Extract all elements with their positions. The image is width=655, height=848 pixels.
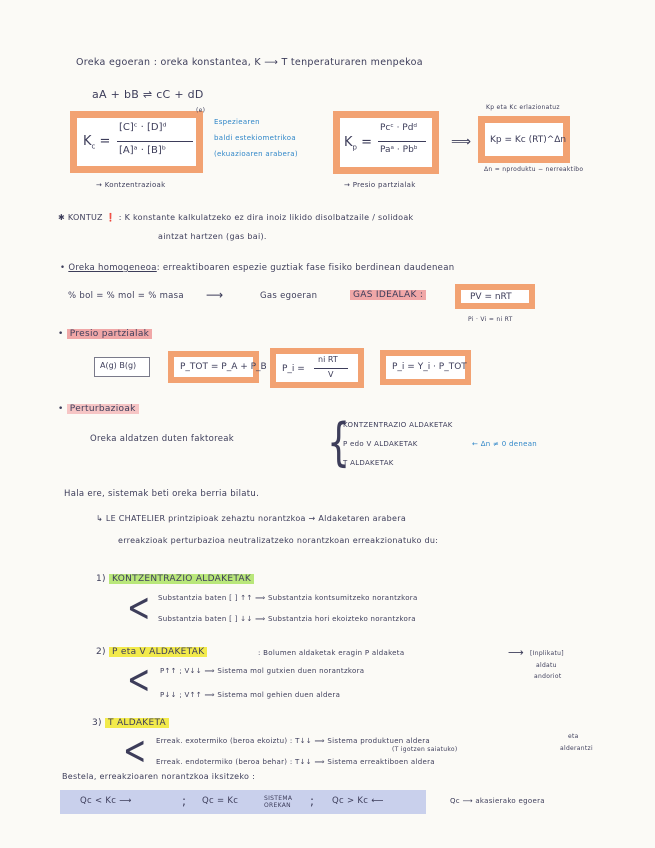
- s2-line-1: P↑↑ ; V↓↓ ⟹ Sistema mol gutxien duen norantzkora: [160, 667, 365, 675]
- s2-line-2: P↓↓ ; V↑↑ ⟹ Sistema mol gehien duen aldera: [160, 691, 341, 699]
- kp-numerator: Pcᶜ · Pdᵈ: [380, 123, 418, 133]
- s2-note-2: aldatu: [536, 662, 557, 669]
- gas-idealak: GAS IDEALAK :: [350, 290, 426, 300]
- homogeneoa-line: • Oreka homogeneoa: erreaktiboaren espezie guztiak fase fisiko berdinean daudenean: [60, 263, 455, 273]
- s2-note: [Inplikatu]: [530, 650, 564, 657]
- kc-label: → Kontzentrazioak: [96, 181, 166, 189]
- s3-side-2: alderantzi: [560, 745, 593, 752]
- section-3-heading: 3) T ALDAKETA: [92, 718, 169, 728]
- s3-line-2: Erreak. endotermiko (beroa behar) : T↓↓ ⟹ Sistema erreaktiboen aldera: [156, 758, 435, 766]
- section-2-heading: 2) P eta V ALDAKETAK: [96, 647, 207, 657]
- kp-formula-box: $K_p$ = Pcᶜ · Pdᵈ Paᵃ · Pbᵇ: [333, 111, 439, 174]
- sistema-orekan: SISTEMA OREKAN: [264, 795, 293, 809]
- kc-note-1: Espeziearen: [214, 118, 260, 126]
- le-chatelier-1: ↳ LE CHATELIER printzipioak zehaztu norantzkoa → Aldaketaren arabera: [96, 514, 407, 523]
- factor-1: KONTZENTRAZIO ALDAKETAK: [343, 421, 453, 429]
- kc-mark: (e): [196, 107, 206, 114]
- kc-note-3: (ekuazioaren arabera): [214, 150, 298, 158]
- kc-formula-box: $K_c$ = [C]ᶜ · [D]ᵈ [A]ᵃ · [B]ᵇ: [70, 111, 203, 173]
- kontuz-note-2: aintzat hartzen (gas bai).: [158, 232, 267, 241]
- le-chatelier-2: erreakzioak perturbazioa neutralizatzeko norantzkoan erreakzionatuko du:: [118, 536, 439, 545]
- perturbazioak-heading: • Perturbazioak: [58, 404, 139, 414]
- factor-3: T ALDAKETAK: [343, 459, 394, 467]
- kc-note-2: baldi estekiometrikoa: [214, 134, 296, 142]
- qc-lt-kc: Qc < Kc ⟶: [80, 796, 132, 806]
- footer-right-note: Qc ⟶ akasierako egoera: [450, 797, 545, 805]
- reaction-equation: aA + bB ⇌ cC + dD: [92, 88, 204, 101]
- implies-arrow: ⟹: [451, 134, 472, 150]
- pv-sub: Pi · Vi = ni RT: [468, 316, 513, 323]
- s2-intro: : Bolumen aldaketak eragin P aldaketa: [258, 649, 405, 657]
- kp-kc-title: Kp eta Kc erlazionatuz: [486, 104, 560, 111]
- oreka-aldatzen: Oreka aldatzen duten faktoreak: [90, 434, 234, 444]
- kp-kc-box: Kp = Kc (RT)^Δn: [478, 116, 570, 163]
- gas-egoeran: Gas egoeran: [260, 291, 318, 301]
- qc-gt-kc: Qc > Kc ⟵: [332, 796, 384, 806]
- mol-line: % bol = % mol = % masa: [68, 291, 184, 301]
- qc-eq-kc: Qc = Kc: [202, 796, 239, 806]
- s3-sub-1: (T igotzen saiatuko): [392, 746, 458, 753]
- s3-side-1: eta: [568, 733, 579, 740]
- pi-box: P_i = ni RT V: [270, 348, 364, 388]
- ab-box: A(g) B(g): [94, 357, 150, 377]
- s3-line-1: Erreak. exotermiko (beroa ekoiztu) : T↓↓ ⟹ Sistema produktuen aldera: [156, 737, 431, 745]
- ptot-box: P_TOT = P_A + P_B: [168, 351, 259, 383]
- homogeneoa-term: Oreka homogeneoa: [68, 263, 157, 273]
- s1-line-1: Substantzia baten [ ] ↑↑ ⟹ Substantzia kontsumitzeko norantzkora: [158, 594, 418, 602]
- intro-line: Oreka egoeran : oreka konstantea, K ⟶ T tenperaturaren menpekoa: [76, 57, 423, 68]
- section-1-heading: 1) KONTZENTRAZIO ALDAKETAK: [96, 574, 254, 584]
- presio-partzialak-heading: • Presio partzialak: [58, 329, 152, 339]
- footer-band: Qc < Kc ⟶ ; Qc = Kc SISTEMA OREKAN ; Qc > Kc ⟵: [60, 790, 426, 814]
- s1-line-2: Substantzia baten [ ] ↓↓ ⟹ Substantzia hori ekoizteko norantzkora: [158, 615, 416, 623]
- delta-n-condition: ← Δn ≠ 0 denean: [472, 440, 538, 448]
- kp-label: → Presio partzialak: [344, 181, 416, 189]
- delta-n-note: Δn = nproduktu − nerreaktibo: [484, 166, 584, 173]
- kontuz-note: ✱ KONTUZ ❗ : K konstante kalkulatzeko ez dira inoiz likido disolbatzaile / solidoak: [58, 213, 414, 222]
- bestela: Bestela, erreakzioaren norantzkoa iksitzeko :: [62, 772, 256, 781]
- kc-denominator: [A]ᵃ · [B]ᵇ: [119, 145, 167, 156]
- pi-box-2: P_i = Y_i · P_TOT: [380, 350, 471, 385]
- factor-2: P edo V ALDAKETAK: [343, 440, 418, 448]
- hala-ere: Hala ere, sistemak beti oreka berria bilatu.: [64, 489, 260, 499]
- kc-numerator: [C]ᶜ · [D]ᵈ: [119, 122, 167, 133]
- s2-note-3: andoriot: [534, 673, 562, 680]
- pv-box: PV = nRT: [455, 284, 535, 309]
- kp-denominator: Paᵃ · Pbᵇ: [380, 145, 418, 155]
